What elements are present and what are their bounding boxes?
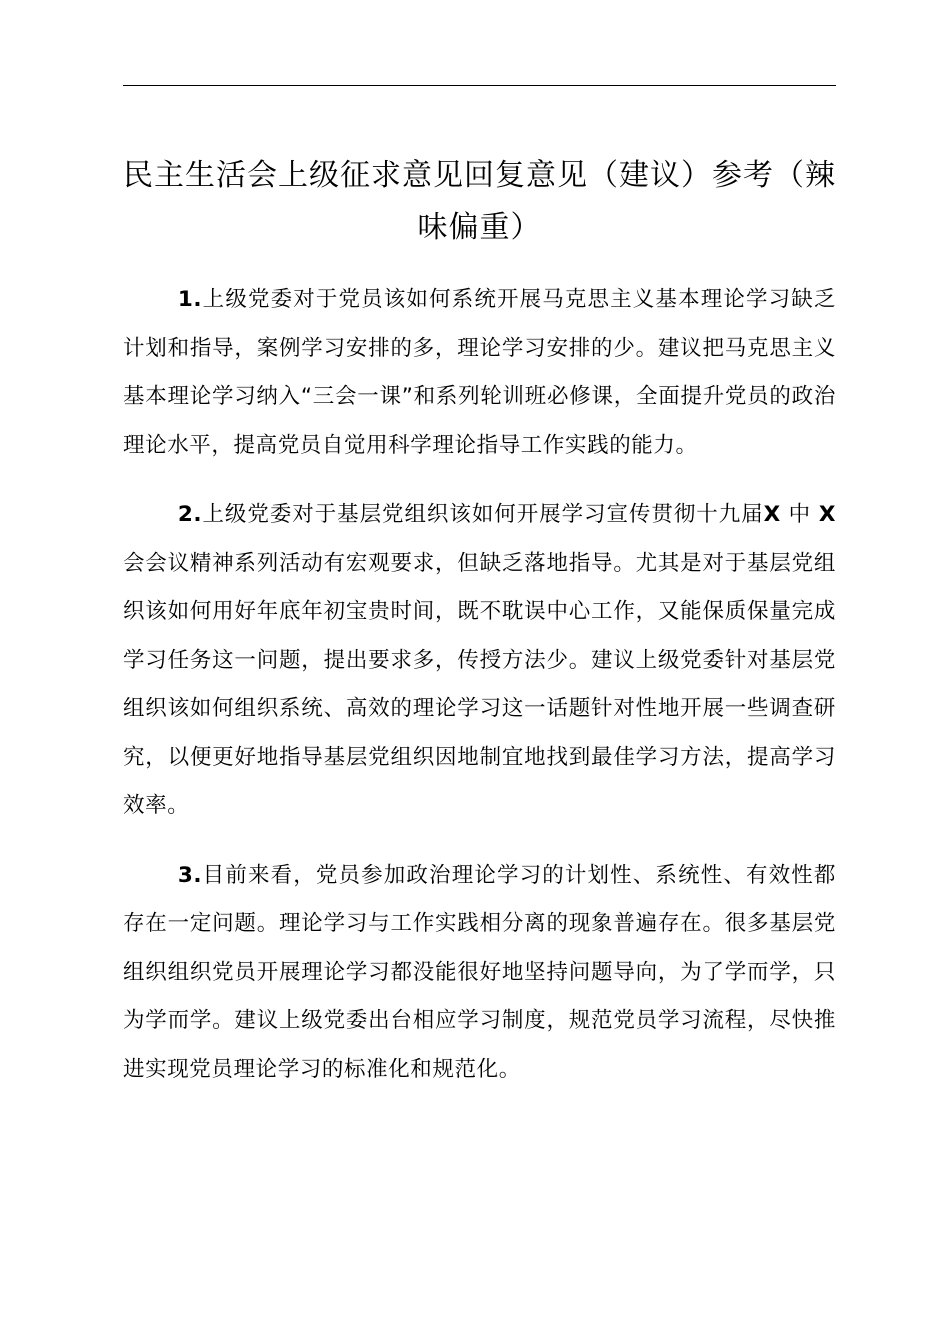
paragraph-text: 会会议精神系列活动有宏观要求，但缺乏落地指导。尤其是对于基层党组织该如何用好年底年初宝贵时间，既不耽误中心工作，又能保质保量完成学习任务这一问题，提出要求多，传授方法少。建议上级党委针对基层党组织该如何组织系统、高效的理论学习这一话题针对性地开展一些调查研究，以便更好地指导基层党组织因地制宜地找到最佳学习方法，提高学习效率。 [123, 550, 836, 818]
paragraph-2 [123, 491, 836, 831]
paragraph-number: 3. [177, 862, 203, 888]
paragraph-text: 目前来看，党员参加政治理论学习的计划性、系统性、有效性都存在一定问题。理论学习与工作实践相分离的现象普遍存在。很多基层党组织组织党员开展理论学习都没能很好地坚持问题导向，为了学而学，只为学而学。建议上级党委出台相应学习制度，规范党员学习流程，尽快推进实现党员理论学习的标准化和规范化。 [123, 862, 836, 1082]
paragraph-text: 上级党委对于基层党组织该如何开展学习宣传贯彻十九届 [202, 502, 764, 527]
placeholder-x: X [763, 502, 781, 527]
paragraph-text: 上级党委对于党员该如何系统开展马克思主义基本理论学习缺乏计划和指导，案例学习安排的多，理论学习安排的少。建议把马克思主义基本理论学习纳入“三会一课”和系列轮训班必修课，全面提升党员的政治理论水平，提高党员自觉用科学理论指导工作实践的能力。 [123, 287, 836, 458]
document-title: 民主生活会上级征求意见回复意见（建议）参考（辣味偏重） [123, 158, 836, 245]
paragraph-3 [123, 852, 836, 1095]
paragraph-number: 1. [177, 287, 203, 312]
paragraph-number: 2. [177, 502, 203, 527]
paragraph-1 [123, 276, 836, 470]
placeholder-x: X [818, 502, 836, 527]
header-rule [123, 85, 836, 86]
document-body [123, 276, 836, 1115]
paragraph-text: 中 [788, 502, 812, 527]
